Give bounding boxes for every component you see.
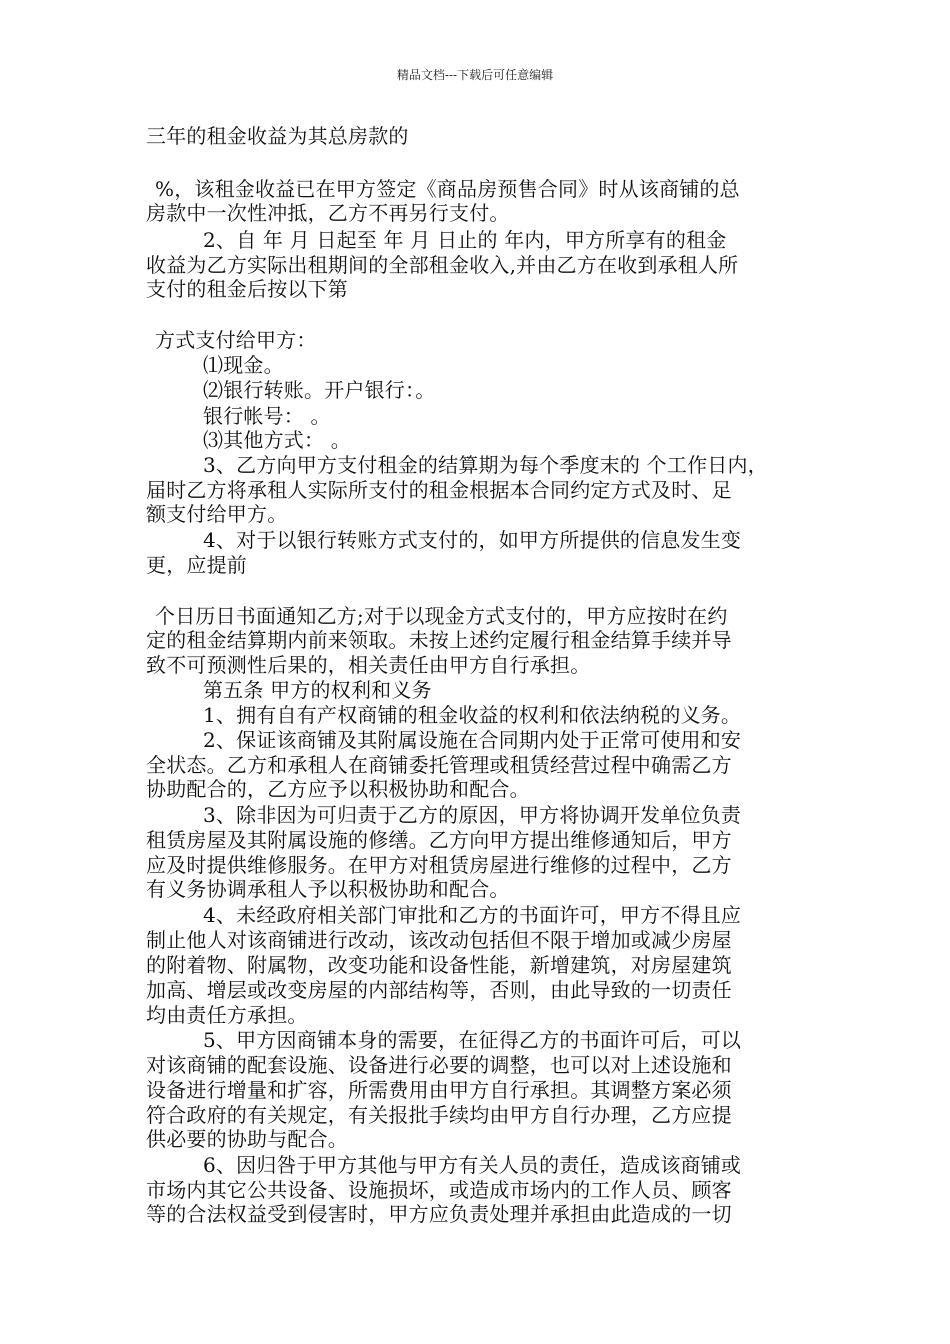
text-line: 支付的租金后按以下第 [146, 277, 348, 301]
text-line: 2、保证该商铺及其附属设施在合同期内处于正常可使用和安 [203, 728, 742, 752]
text-line: 5、甲方因商铺本身的需要，在征得乙方的书面许可后，可以 [203, 1028, 742, 1052]
text-line: 致不可预测性后果的，相关责任由甲方自行承担。 [146, 653, 591, 677]
text-line: 定的租金结算期内前来领取。未按上述约定履行租金结算手续并导 [146, 628, 732, 652]
text-line: 加高、增层或改变房屋的内部结构等，否则，由此导致的一切责任 [146, 978, 732, 1002]
text-line: 设备进行增量和扩容，所需费用由甲方自行承担。其调整方案必须 [146, 1078, 732, 1102]
text-line: 等的合法权益受到侵害时，甲方应负责处理并承担由此造成的一切 [146, 1202, 732, 1226]
text-line: 均由责任方承担。 [146, 1003, 308, 1027]
text-line: 3、乙方向甲方支付租金的结算期为每个季度末的 个工作日内， [203, 453, 768, 477]
text-line: ⑴现金。 [203, 353, 284, 377]
text-line: 符合政府的有关规定，有关报批手续均由甲方自行办理，乙方应提 [146, 1103, 732, 1127]
text-line: 的附着物、附属物，改变功能和设备性能，新增建筑，对房屋建筑 [146, 953, 732, 977]
text-line: 应及时提供维修服务。在甲方对租赁房屋进行维修的过程中，乙方 [146, 853, 732, 877]
text-line: 供必要的协助与配合。 [146, 1127, 348, 1151]
text-line: 2、自 年 月 日起至 年 月 日止的 年内，甲方所享有的租金 [203, 228, 727, 252]
text-line: 个日历日书面通知乙方;对于以现金方式支付的，甲方应按时在约 [155, 604, 728, 628]
text-line: 届时乙方将承租人实际所支付的租金根据本合同约定方式及时、足 [146, 478, 732, 502]
text-line: 对该商铺的配套设施、设备进行必要的调整，也可以对上述设施和 [146, 1053, 732, 1077]
text-line: 全状态。乙方和承租人在商铺委托管理或租赁经营过程中确需乙方 [146, 753, 732, 777]
text-line: 3、除非因为可归责于乙方的原因，甲方将协调开发单位负责 [203, 803, 742, 827]
text-line: 三年的租金收益为其总房款的 [146, 124, 409, 148]
text-line: 6、因归咎于甲方其他与甲方有关人员的责任，造成该商铺或 [203, 1153, 742, 1177]
text-line: ⑶其他方式： 。 [203, 428, 351, 452]
section-heading: 第五条 甲方的权利和义务 [203, 678, 432, 702]
text-line: %，该租金收益已在甲方签定《商品房预售合同》时从该商铺的总 [155, 177, 740, 201]
text-line: 市场内其它公共设备、设施损坏，或造成市场内的工作人员、顾客 [146, 1178, 732, 1202]
text-line: 房款中一次性冲抵，乙方不再另行支付。 [146, 201, 510, 225]
text-line: 4、对于以银行转账方式支付的，如甲方所提供的信息发生变 [203, 528, 742, 552]
page-header: 精品文档---下载后可任意编辑 [396, 68, 554, 82]
text-line: 额支付给甲方。 [146, 502, 288, 526]
text-line: ⑵银行转账。开户银行：。 [203, 378, 436, 402]
text-line: 租赁房屋及其附属设施的修缮。乙方向甲方提出维修通知后，甲方 [146, 828, 732, 852]
text-line: 制止他人对该商铺进行改动，该改动包括但不限于增加或减少房屋 [146, 928, 732, 952]
text-line: 银行帐号： 。 [203, 404, 331, 428]
text-line: 4、未经政府相关部门审批和乙方的书面许可，甲方不得且应 [203, 903, 742, 927]
text-line: 1、拥有自有产权商铺的租金收益的权利和依法纳税的义务。 [203, 703, 742, 727]
text-line: 方式支付给甲方： [155, 328, 317, 352]
text-line: 有义务协调承租人予以积极协助和配合。 [146, 877, 510, 901]
text-line: 更，应提前 [146, 553, 247, 577]
text-line: 收益为乙方实际出租期间的全部租金收入,并由乙方在收到承租人所 [146, 253, 739, 277]
text-line: 协助配合的，乙方应予以积极协助和配合。 [146, 777, 530, 801]
